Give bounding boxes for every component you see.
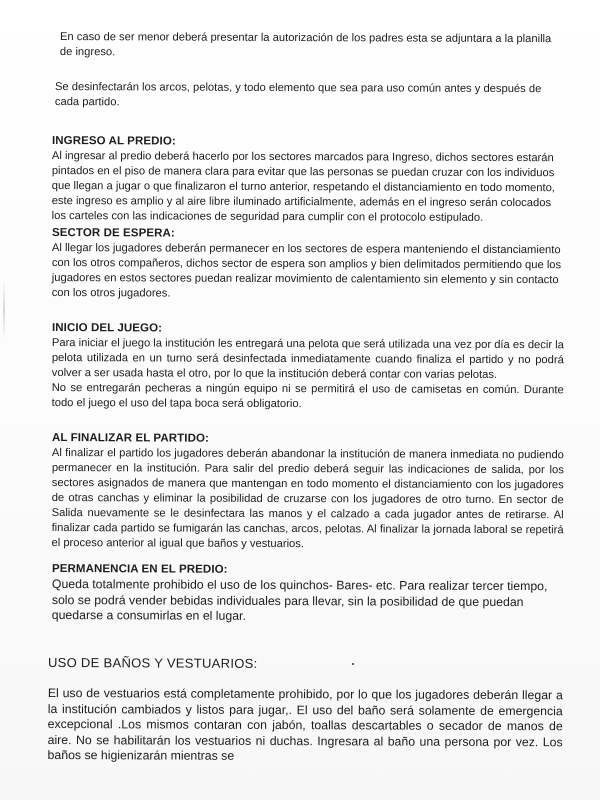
- section-body-inicio: Para iniciar el juego la institución les entregará una pelota que será utilizada una vez por día es decir la pelota utilizada en un turno será desinfectada inmediatamente cuando finaliza el partido y no podrá volver a ser usada hasta el otro, por lo que la institución deberá contar con varias pelotas.: [51, 336, 564, 381]
- section-heading-inicio: INICIO DEL JUEGO:: [51, 322, 163, 335]
- minor-note: En caso de ser menor deberá presentar la autorización de los padres esta se adjuntara a la planilla de ingreso.: [59, 30, 552, 59]
- section-permanencia: [52, 562, 564, 626]
- section-heading-espera: SECTOR DE ESPERA:: [51, 226, 175, 240]
- section-heading-permanencia: PERMANENCIA EN EL PREDIO:: [51, 563, 228, 576]
- section-body-ingreso: Al ingresar al predio deberá hacerlo por los sectores marcados para Ingreso, dichos sectores estarán pintados en el piso de manera clara para evitar que las personas se puedan cruzar con los individuos que llegan a jugar o que finalizaron el turno anterior, respetando el distanciamiento en todo momento, este ingreso es amplio y al aire libre iluminado artificialmente, además en el ingreso serán colocados los carteles con las indicaciones de seguridad para cumplir con el protocolo estipulado.: [51, 149, 555, 224]
- minor-note-block: [60, 30, 560, 62]
- scan-artifact: [3, 280, 5, 340]
- section-body-inicio-2: No se entregarán pecheras a ningún equipo ni se permitirá el uso de camisetas en común. Durante todo el juego el uso del tapa boca será obligatorio.: [51, 381, 564, 411]
- section-heading-finalizar: AL FINALIZAR EL PARTIDO:: [51, 432, 210, 445]
- section-heading-ingreso: INGRESO AL PREDIO:: [51, 134, 176, 148]
- section-inicio: [52, 321, 564, 413]
- section-body-finalizar: Al finalizar el partido los jugadores deberán abandonar la institución de manera inmediata no pudiendo permanecer en la institución. Para salir del predio deberá seguir las indicaciones de salida, por los sectores asignados de manera que mantengan en todo momento el distanciamiento con los jugadores de otras canchas y eliminar la posibilidad de cruzarse con los jugadores de otro turno. En sector de Salida nuevamente se le desinfectara las manos y el calzado a cada jugador antes de retirarse. Al finalizar cada partido se fumigarán las canchas, arcos, pelotas. Al finalizar la jornada laboral se repetirá el proceso anterior al igual que baños y vestuarios.: [51, 446, 564, 551]
- section-heading-banos: USO DE BAÑOS Y VESTUARIOS:: [47, 655, 258, 671]
- section-body-espera: Al llegar los jugadores deberán permanecer en los sectores de espera manteniendo el distanciamiento con los otros compañeros, dichos sector de espera son amplios y bien delimitados permitiendo que los jugadores en estos sectores puedan realizar movimiento de calentamiento sin elemento y sin contacto con los otros jugadores.: [51, 241, 562, 300]
- section-body-banos: El uso de vestuarios está completamente prohibido, por lo que los jugadores deberán llegar a la institución cambiados y listos para jugar,. El uso del baño será solamente de emergencia excepcional .Los mismos contaran con jabón, toallas descartables o secador de manos de aire. No se habilitarán los vestuarios ni duchas. Ingresara al baño una persona por vez. Los baños se higienizarán mientras se: [47, 685, 563, 763]
- disinfection-note-block: [55, 80, 560, 112]
- section-finalizar: [51, 431, 564, 553]
- section-ingreso: [52, 134, 564, 226]
- section-banos: [48, 655, 563, 766]
- disinfection-note: Se desinfectarán los arcos, pelotas, y todo elemento que sea para uso común antes y después de cada partido.: [54, 80, 542, 109]
- stray-mark: [352, 663, 354, 665]
- section-body-permanencia: Queda totalmente prohibido el uso de los quinchos- Bares- etc. Para realizar tercer tiempo, solo se podrá vender bebidas individuales para llevar, sin la posibilidad de que puedan quedarse a consumirlas en el lugar.: [51, 576, 548, 623]
- section-espera: [52, 226, 564, 303]
